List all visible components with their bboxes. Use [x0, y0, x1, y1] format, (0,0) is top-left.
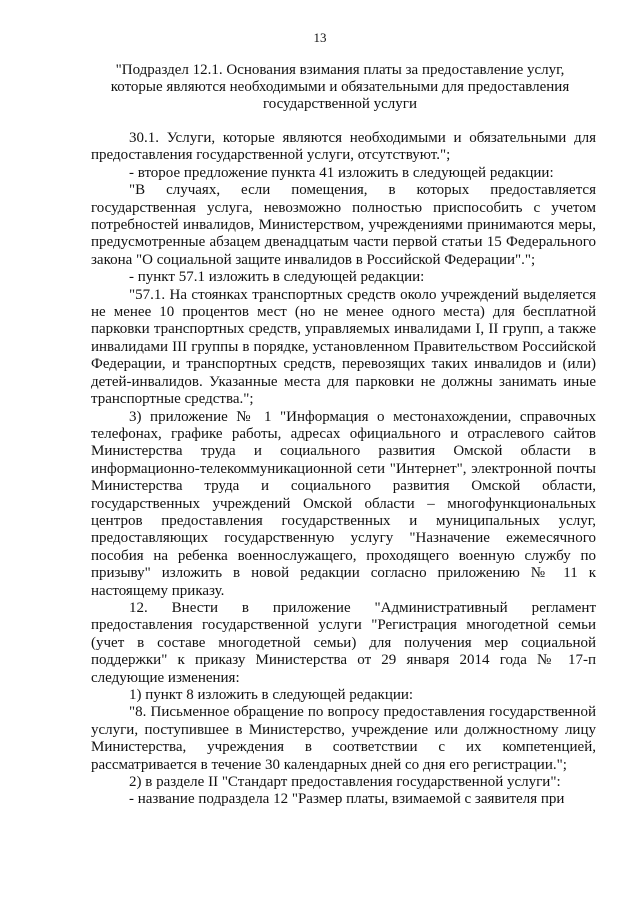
paragraph-section-12: 12. Внести в приложение "Административный регламент предоставления государственной услуги "Регистрация многодетной семьи (учет в составе многодетной семьи) для получения мер социальной поддержки" к приказу Министерства от 29 января 2014 года № 17-п следующие изменения:	[91, 599, 596, 686]
page-number: 13	[313, 30, 327, 45]
paragraph-subsection-12-title: - название подраздела 12 "Размер платы, взимаемой с заявителя при	[129, 791, 565, 808]
paragraph-quote-8: "8. Письменное обращение по вопросу предоставления государственной услуги, поступившее в Министерство, учреждение или должностному лицу Министерства, учреждения в соответствии с их компетенцией, рассматривается в течение 30 календарных дней со дня его регистрации.";	[91, 704, 596, 773]
paragraph-appendix-1: 3) приложение № 1 "Информация о местонахождении, справочных телефонах, графике работы, адресах официального и отраслевого сайтов Министерства труда и социального развития Омской области в информационно-телекоммуникационной сети "Интернет", электронной почты Министерства труда и социального развития Омской области, государственных учреждений Омской области – многофункциональных центров предоставления государственных и муниципальных услуг, предоставляющих государственную услугу "Назначение ежемесячного пособия на ребенка военнослужащего, проходящего военную службу по призыву" изложить в новой редакции согласно приложению № 11 к настоящему приказу.	[91, 408, 596, 599]
paragraph-30-1: 30.1. Услуги, которые являются необходимыми и обязательными для предоставления государственной услуги, отсутствуют.";	[91, 130, 596, 164]
paragraph-section-ii: 2) в разделе II "Стандарт предоставления государственной услуги":	[129, 774, 561, 791]
paragraph-quote-41: "В случаях, если помещения, в которых предоставляется государственная услуга, невозможно полностью приспособить с учетом потребностей инвалидов, Министерством, учреждениями принимаются меры, предусмотренные абзацем двенадцатым части первой статьи 15 Федерального закона "О социальной защите инвалидов в Российской Федерации".";	[91, 182, 596, 268]
paragraph-item-41: - второе предложение пункта 41 изложить в следующей редакции:	[129, 164, 554, 181]
paragraph-item-57-1: - пункт 57.1 изложить в следующей редакции:	[129, 269, 425, 286]
paragraph-quote-57-1: "57.1. На стоянках транспортных средств около учреждений выделяется не менее 10 процентов мест (но не менее одного места) для бесплатной парковки транспортных средств, управляемых инвалидами I, II групп, а также инвалидами III группы в порядке, установленном Правительством Российской Федерации, и транспортных средств, перевозящих таких инвалидов и (или) детей-инвалидов. Указанные места для парковки не должны занимать иные транспортные средства.";	[91, 286, 596, 408]
paragraph-item-8: 1) пункт 8 изложить в следующей редакции:	[129, 687, 414, 703]
subsection-heading: "Подраздел 12.1. Основания взимания платы за предоставление услуг, которые являются необходимыми и обязательными для предоставления государственной услуги	[110, 62, 570, 112]
document-body	[91, 130, 596, 809]
